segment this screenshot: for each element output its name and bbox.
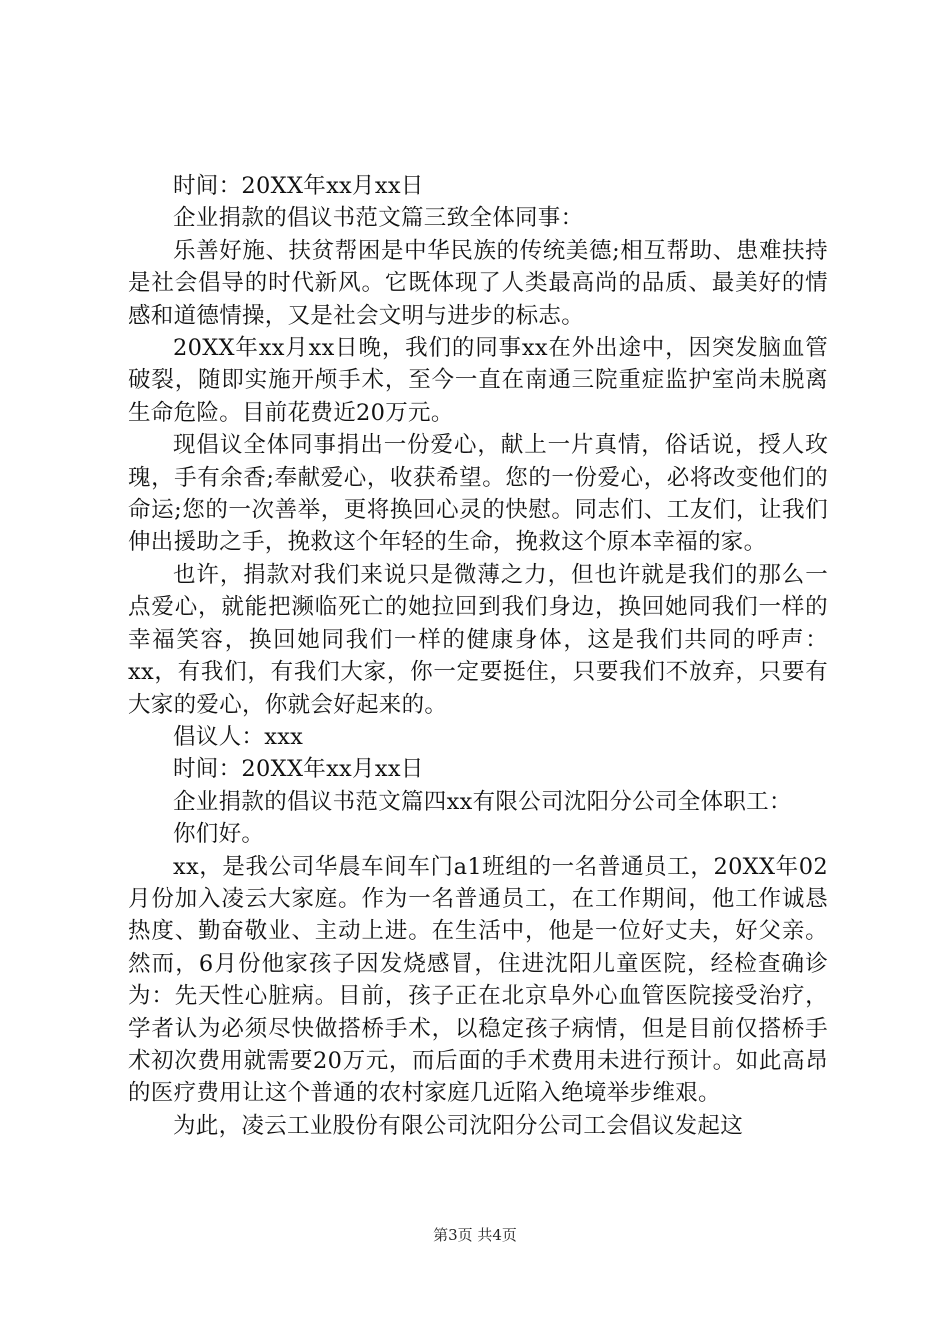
paragraph: 也许，捐款对我们来说只是微薄之力，但也许就是我们的那么一点爱心，就能把濒临死亡的她拉回到我们身边，换回她同我们一样的幸福笑容，换回她同我们一样的健康身体，这是我们共同的呼声：xx，有我们，有我们大家，你一定要挺住，只要我们不放弃，只要有大家的爱心，你就会好起来的。 (128, 561, 828, 718)
page-footer (0, 1224, 950, 1245)
paragraph: xx，是我公司华晨车间车门a1班组的一名普通员工，20XX年02月份加入凌云大家庭。作为一名普通员工，在工作期间，他工作诚恳热度、勤奋敬业、主动上进。在生活中，他是一位好丈夫，好父亲。然而，6月份他家孩子因发烧感冒，住进沈阳儿童医院，经检查确诊为：先天性心脏病。目前，孩子正在北京阜外心血管医院接受治疗，学者认为必须尽快做搭桥手术，以稳定孩子病情，但是目前仅搭桥手术初次费用就需要20万元，而后面的手术费用未进行预计。如此高昂的医疗费用让这个普通的农村家庭几近陷入绝境举步维艰。 (128, 853, 828, 1107)
paragraph-heading-4: 企业捐款的倡议书范文篇四xx有限公司沈阳分公司全体职工： (173, 788, 792, 815)
paragraph: 现倡议全体同事捐出一份爱心，献上一片真情，俗话说，授人玫瑰，手有余香;奉献爱心，收获希望。您的一份爱心，必将改变他们的命运;您的一次善举，更将换回心灵的快慰。同志们、工友们，让我们伸出援助之手，挽救这个年轻的生命，挽救这个原本幸福的家。 (128, 432, 828, 556)
paragraph: 20XX年xx月xx日晚，我们的同事xx在外出途中，因突发脑血管破裂，随即实施开颅手术，至今一直在南通三院重症监护室尚未脱离生命危险。目前花费近20万元。 (128, 335, 828, 426)
document-body (128, 170, 828, 1142)
paragraph: 乐善好施、扶贫帮困是中华民族的传统美德;相互帮助、患难扶持是社会倡导的时代新风。它既体现了人类最高尚的品质、最美好的情感和道德情操，又是社会文明与进步的标志。 (128, 237, 828, 329)
paragraph-greeting: 你们好。 (173, 821, 265, 848)
paragraph-time-1: 时间：20XX年xx月xx日 (173, 173, 424, 199)
paragraph: 为此，凌云工业股份有限公司沈阳分公司工会倡议发起这 (173, 1112, 744, 1139)
paragraph-heading-3: 企业捐款的倡议书范文篇三致全体同事： (173, 205, 584, 232)
paragraph-proposer: 倡议人：xxx (173, 723, 304, 750)
paragraph-time-2: 时间：20XX年xx月xx日 (173, 756, 424, 783)
page-number: 第3页 共4页 (433, 1226, 517, 1244)
